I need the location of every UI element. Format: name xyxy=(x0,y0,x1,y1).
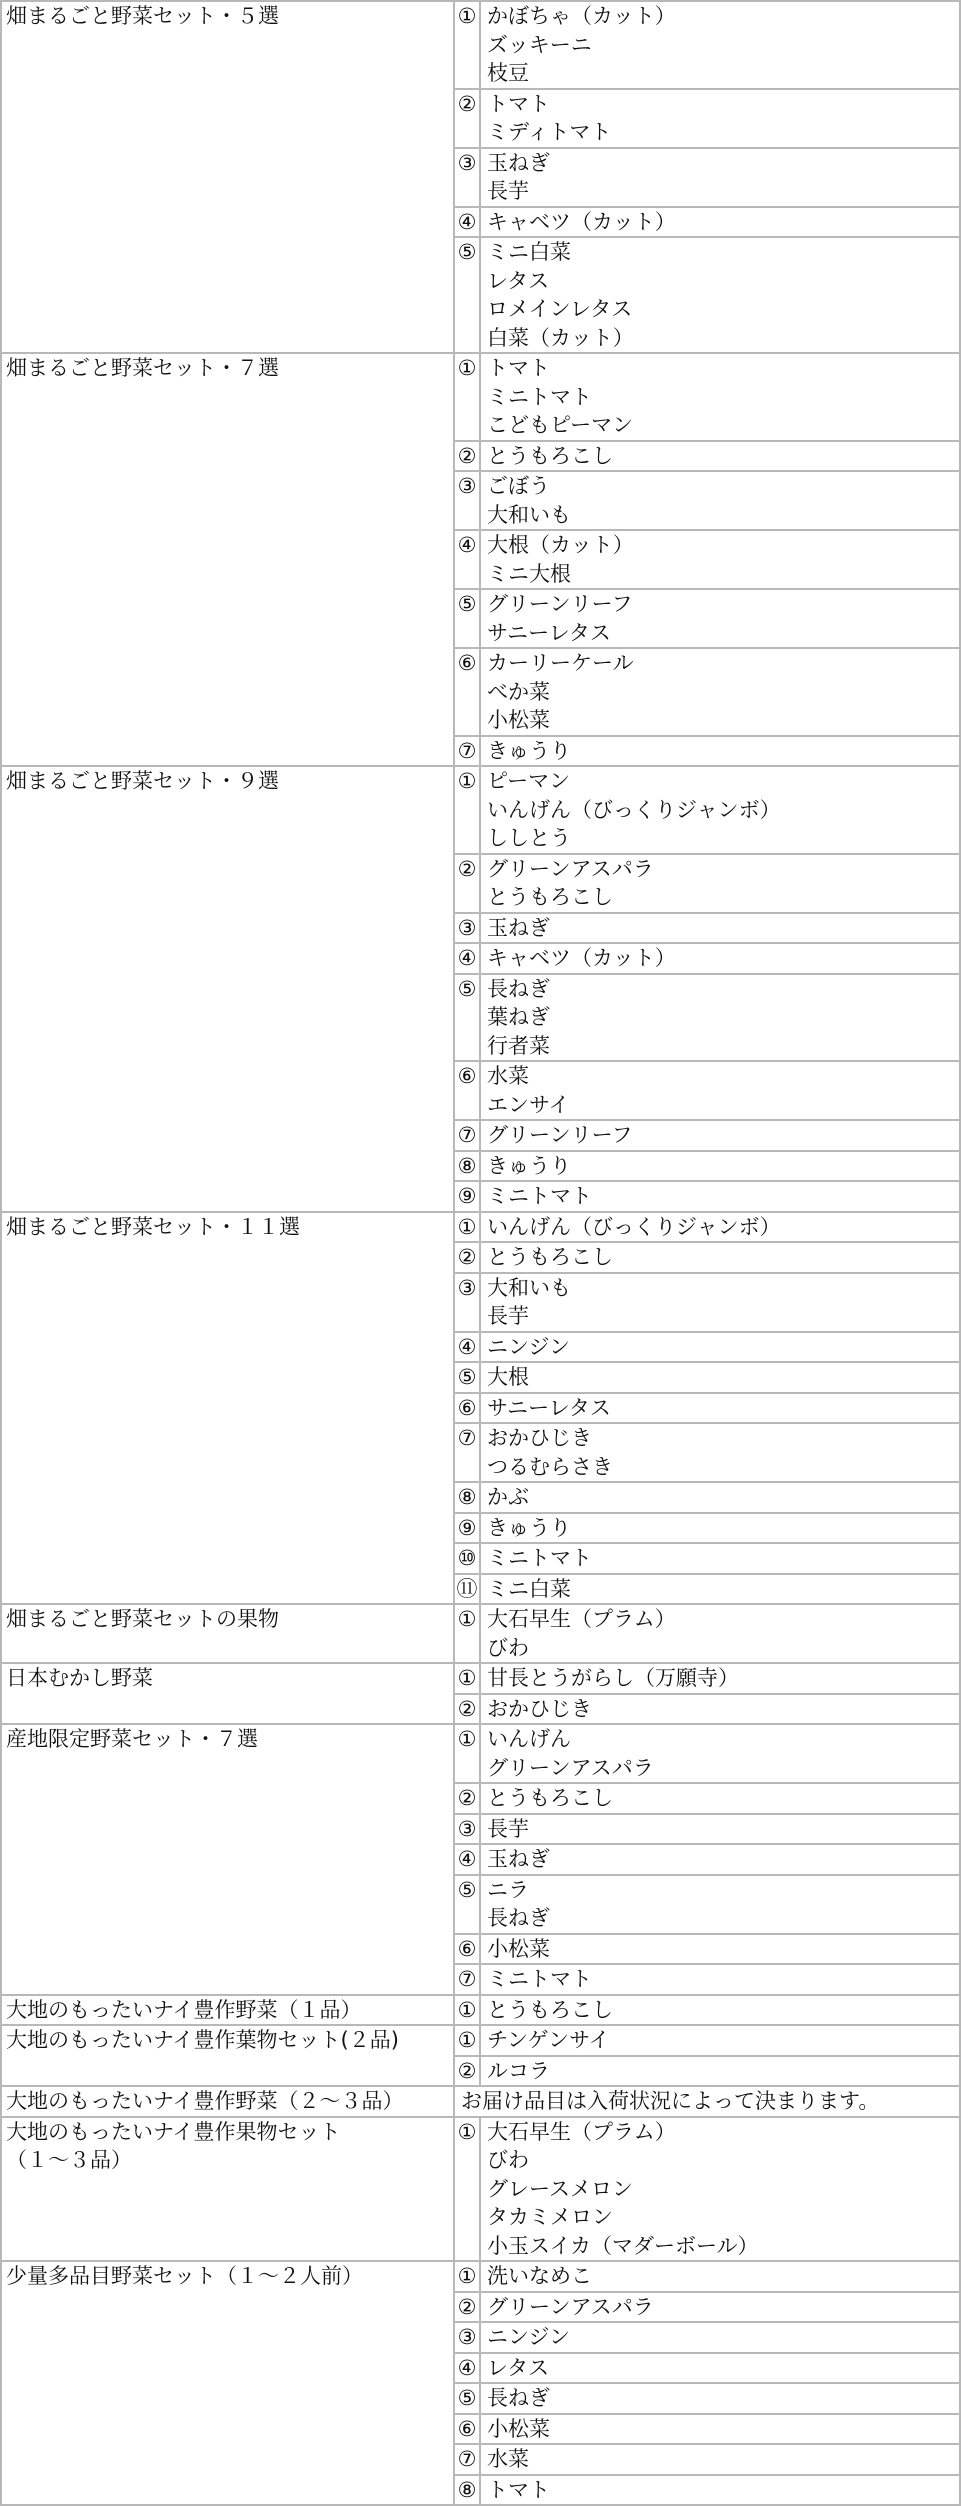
item-name: こどもピーマン xyxy=(487,413,634,437)
group-number: ① xyxy=(454,2117,480,2262)
table-row xyxy=(1,353,960,441)
table-row xyxy=(1,1604,960,1663)
item-name: つるむらさき xyxy=(487,1454,613,1479)
group-number: ② xyxy=(454,854,480,913)
item-name: ロメインレタス xyxy=(487,297,633,321)
group-number: ① xyxy=(454,353,480,441)
item-name: タカミメロン xyxy=(487,2205,613,2229)
group-items xyxy=(480,530,960,589)
item-name: きゅうり xyxy=(487,1153,571,1178)
item-name: 葉ねぎ xyxy=(487,1005,550,1029)
group-items xyxy=(480,1273,960,1332)
set-name: 畑まるごと野菜セットの果物 xyxy=(1,1604,454,1663)
group-number: ① xyxy=(454,1604,480,1663)
group-number: ⑧ xyxy=(454,1151,480,1182)
set-name: 大地のもったいナイ豊作野菜（１品） xyxy=(1,1995,454,2026)
table-row xyxy=(1,2261,960,2292)
group-items xyxy=(480,2353,960,2384)
group-number: ⑤ xyxy=(454,1875,480,1934)
group-items xyxy=(480,1212,960,1243)
item-name: 長芋 xyxy=(487,1304,529,1328)
item-name: 水菜 xyxy=(487,2447,529,2471)
group-number: ④ xyxy=(454,1844,480,1875)
group-number: ② xyxy=(454,1242,480,1273)
group-number: ⑨ xyxy=(454,1513,480,1544)
group-items xyxy=(480,1574,960,1605)
group-items xyxy=(480,1120,960,1151)
table-row xyxy=(1,1663,960,1694)
group-number: ③ xyxy=(454,1814,480,1845)
group-number: ① xyxy=(454,1995,480,2026)
group-items xyxy=(480,1,960,89)
group-items xyxy=(480,1151,960,1182)
group-items xyxy=(480,2292,960,2323)
group-number: ⑥ xyxy=(454,648,480,736)
item-name: ごぼう xyxy=(487,474,550,498)
group-items xyxy=(480,148,960,207)
item-name: 洗いなめこ xyxy=(487,2264,592,2288)
item-name: かぶ xyxy=(487,1485,529,1509)
group-number: ④ xyxy=(454,530,480,589)
item-name: レタス xyxy=(487,268,550,293)
group-number: ④ xyxy=(454,207,480,238)
group-number: ① xyxy=(454,1212,480,1243)
group-number: ② xyxy=(454,2056,480,2087)
item-name: グリーンアスパラ xyxy=(487,1755,654,1780)
set-name: 大地のもったいナイ豊作果物セット （１～３品） xyxy=(1,2117,454,2262)
group-items xyxy=(480,1934,960,1965)
group-number: ② xyxy=(454,1694,480,1725)
group-items xyxy=(480,1362,960,1393)
group-number: ① xyxy=(454,1,480,89)
item-name: とうもろこし xyxy=(487,443,613,468)
group-number: ⑨ xyxy=(454,1181,480,1212)
item-name: 白菜（カット） xyxy=(487,325,634,350)
item-name: 長芋 xyxy=(487,179,529,203)
item-name: 長ねぎ xyxy=(487,976,550,1001)
group-number: ⑤ xyxy=(454,974,480,1062)
group-number: ② xyxy=(454,1783,480,1814)
item-name: ミニトマト xyxy=(487,384,592,409)
set-note: お届け品目は入荷状況によって決まります。 xyxy=(454,2086,960,2117)
item-name: グリーンアスパラ xyxy=(487,856,654,881)
item-name: 甘長とうがらし（万願寺） xyxy=(487,1666,739,1690)
group-number: ⑤ xyxy=(454,589,480,648)
group-items xyxy=(480,2056,960,2087)
table-row xyxy=(1,1,960,89)
item-name: おかひじき xyxy=(487,1426,592,1450)
group-items xyxy=(480,441,960,472)
group-items xyxy=(480,648,960,736)
group-number: ① xyxy=(454,2261,480,2292)
group-number: ③ xyxy=(454,2322,480,2353)
item-name: 小松菜 xyxy=(487,2416,550,2441)
item-name: グリーンアスパラ xyxy=(487,2294,654,2319)
group-items xyxy=(480,2261,960,2292)
group-items xyxy=(480,471,960,530)
item-name: グリーンリーフ xyxy=(487,592,633,616)
item-name: 長芋 xyxy=(487,1816,529,1841)
group-items xyxy=(480,89,960,148)
item-name: かぼちゃ（カット） xyxy=(487,4,676,28)
group-items xyxy=(480,913,960,944)
item-name: グリーンリーフ xyxy=(487,1123,633,1147)
group-items xyxy=(480,2322,960,2353)
item-name: とうもろこし xyxy=(487,885,613,909)
item-name: ルコラ xyxy=(487,2058,550,2083)
group-number: ⑦ xyxy=(454,736,480,767)
group-number: ⑤ xyxy=(454,237,480,353)
item-name: べか菜 xyxy=(487,679,550,704)
item-name: エンサイ xyxy=(487,1092,570,1117)
group-items xyxy=(480,237,960,353)
item-name: ニラ xyxy=(487,1877,529,1902)
group-items xyxy=(480,1724,960,1783)
group-number: ④ xyxy=(454,1332,480,1363)
item-name: きゅうり xyxy=(487,1515,571,1540)
item-name: 長ねぎ xyxy=(487,2386,550,2410)
set-name: 大地のもったいナイ豊作野菜（２～３品） xyxy=(1,2086,454,2117)
group-items xyxy=(480,974,960,1062)
group-number: ⑦ xyxy=(454,1423,480,1482)
set-name: 産地限定野菜セット・７選 xyxy=(1,1724,454,1995)
group-number: ① xyxy=(454,766,480,854)
group-items xyxy=(480,1393,960,1424)
set-name: 大地のもったいナイ豊作葉物セット(２品) xyxy=(1,2025,454,2086)
item-name: 玉ねぎ xyxy=(487,915,550,940)
item-name: ミニトマト xyxy=(487,1967,592,1991)
table-row xyxy=(1,2117,960,2262)
item-name: びわ xyxy=(487,2148,529,2172)
item-name: いんげん（びっくりジャンボ） xyxy=(487,1214,781,1239)
item-name: ニンジン xyxy=(487,2325,570,2349)
table-row xyxy=(1,2086,960,2117)
group-number: ④ xyxy=(454,2353,480,2384)
group-items xyxy=(480,1482,960,1513)
group-items xyxy=(480,1423,960,1482)
item-name: 大和いも xyxy=(487,1275,571,1300)
item-name: 玉ねぎ xyxy=(487,150,550,175)
item-name: チンゲンサイ xyxy=(487,2028,610,2052)
group-number: ④ xyxy=(454,943,480,974)
group-items xyxy=(480,1964,960,1995)
item-name: いんげん（びっくりジャンボ） xyxy=(487,797,781,822)
group-items xyxy=(480,1604,960,1663)
group-items xyxy=(480,2383,960,2414)
item-name: ズッキーニ xyxy=(487,32,592,57)
item-name: 小松菜 xyxy=(487,708,550,732)
group-number: ① xyxy=(454,2025,480,2056)
item-name: キャベツ（カット） xyxy=(487,946,676,970)
item-name: サニーレタス xyxy=(487,620,611,645)
item-name: とうもろこし xyxy=(487,1786,613,1810)
item-name: トマト xyxy=(487,91,550,116)
group-number: ⑥ xyxy=(454,1393,480,1424)
item-name: 大根 xyxy=(487,1365,529,1389)
group-number: ⑧ xyxy=(454,2475,480,2506)
item-name: ミディトマト xyxy=(487,120,612,144)
group-number: ② xyxy=(454,2292,480,2323)
group-number: ⑥ xyxy=(454,2414,480,2445)
group-items xyxy=(480,1844,960,1875)
item-name: ミニ白菜 xyxy=(487,240,571,264)
group-items xyxy=(480,2444,960,2475)
item-name: 大根（カット） xyxy=(487,533,634,557)
item-name: 行者菜 xyxy=(487,1033,550,1058)
item-name: ニンジン xyxy=(487,1334,570,1359)
table-body xyxy=(1,1,960,2505)
group-number: ③ xyxy=(454,148,480,207)
table-row xyxy=(1,1212,960,1243)
item-name: サニーレタス xyxy=(487,1395,611,1420)
item-name: 水菜 xyxy=(487,1064,529,1088)
group-number: ⑦ xyxy=(454,1120,480,1151)
item-name: 長ねぎ xyxy=(487,1906,550,1930)
item-name: びわ xyxy=(487,1635,529,1660)
group-number: ③ xyxy=(454,913,480,944)
item-name: レタス xyxy=(487,2355,550,2380)
set-name: 畑まるごと野菜セット・９選 xyxy=(1,766,454,1212)
set-name: 日本むかし野菜 xyxy=(1,1663,454,1724)
group-items xyxy=(480,1814,960,1845)
set-name: 畑まるごと野菜セット・７選 xyxy=(1,353,454,766)
group-number: ⑦ xyxy=(454,2444,480,2475)
group-number: ⑥ xyxy=(454,1934,480,1965)
item-name: ミニ白菜 xyxy=(487,1576,571,1601)
item-name: ししとう xyxy=(487,826,571,850)
set-name: 畑まるごと野菜セット・５選 xyxy=(1,1,454,353)
item-name: 小松菜 xyxy=(487,1936,550,1961)
set-name: 少量多品目野菜セット（１～２人前） xyxy=(1,2261,454,2505)
group-number: ③ xyxy=(454,471,480,530)
group-items xyxy=(480,1783,960,1814)
item-name: ミニ大根 xyxy=(487,561,571,586)
group-number: ② xyxy=(454,441,480,472)
group-number: ① xyxy=(454,1663,480,1694)
item-name: トマト xyxy=(487,356,550,380)
group-items xyxy=(480,1513,960,1544)
group-items xyxy=(480,2475,960,2506)
group-items xyxy=(480,1242,960,1273)
set-name: 畑まるごと野菜セット・１１選 xyxy=(1,1212,454,1605)
group-number: ⑦ xyxy=(454,1964,480,1995)
table-row xyxy=(1,1995,960,2026)
item-name: 玉ねぎ xyxy=(487,1847,550,1871)
table-row xyxy=(1,766,960,854)
item-name: トマト xyxy=(487,2477,550,2502)
group-number: ⑤ xyxy=(454,2383,480,2414)
item-name: 枝豆 xyxy=(487,61,529,85)
group-items xyxy=(480,2117,960,2262)
group-items xyxy=(480,766,960,854)
group-items xyxy=(480,736,960,767)
group-items xyxy=(480,854,960,913)
group-number: ⑩ xyxy=(454,1543,480,1574)
group-number: ⑪ xyxy=(454,1574,480,1605)
group-items xyxy=(480,1181,960,1212)
item-name: キャベツ（カット） xyxy=(487,209,676,234)
group-items xyxy=(480,1663,960,1694)
group-number: ② xyxy=(454,89,480,148)
item-name: 小玉スイカ（マダーボール） xyxy=(487,2233,759,2258)
group-number: ⑧ xyxy=(454,1482,480,1513)
group-number: ⑤ xyxy=(454,1362,480,1393)
group-items xyxy=(480,943,960,974)
group-number: ⑥ xyxy=(454,1061,480,1120)
item-name: いんげん xyxy=(487,1727,571,1751)
item-name: きゅうり xyxy=(487,738,571,763)
item-name: カーリーケール xyxy=(487,651,634,675)
group-items xyxy=(480,353,960,441)
group-items xyxy=(480,1332,960,1363)
item-name: 大石早生（プラム） xyxy=(487,2119,676,2144)
group-number: ① xyxy=(454,1724,480,1783)
group-items xyxy=(480,207,960,238)
group-items xyxy=(480,1875,960,1934)
table-row xyxy=(1,2025,960,2056)
table-row xyxy=(1,1724,960,1783)
group-items xyxy=(480,2025,960,2056)
item-name: とうもろこし xyxy=(487,1997,613,2022)
item-name: ピーマン xyxy=(487,769,571,793)
item-name: ミニトマト xyxy=(487,1546,592,1570)
group-items xyxy=(480,589,960,648)
group-items xyxy=(480,2414,960,2445)
item-name: 大和いも xyxy=(487,502,571,527)
group-items xyxy=(480,1543,960,1574)
item-name: グレースメロン xyxy=(487,2176,633,2201)
group-number: ③ xyxy=(454,1273,480,1332)
item-name: とうもろこし xyxy=(487,1245,613,1269)
item-name: 大石早生（プラム） xyxy=(487,1607,676,1631)
item-name: おかひじき xyxy=(487,1696,592,1721)
group-items xyxy=(480,1995,960,2026)
item-name: ミニトマト xyxy=(487,1184,592,1208)
group-items xyxy=(480,1694,960,1725)
group-items xyxy=(480,1061,960,1120)
